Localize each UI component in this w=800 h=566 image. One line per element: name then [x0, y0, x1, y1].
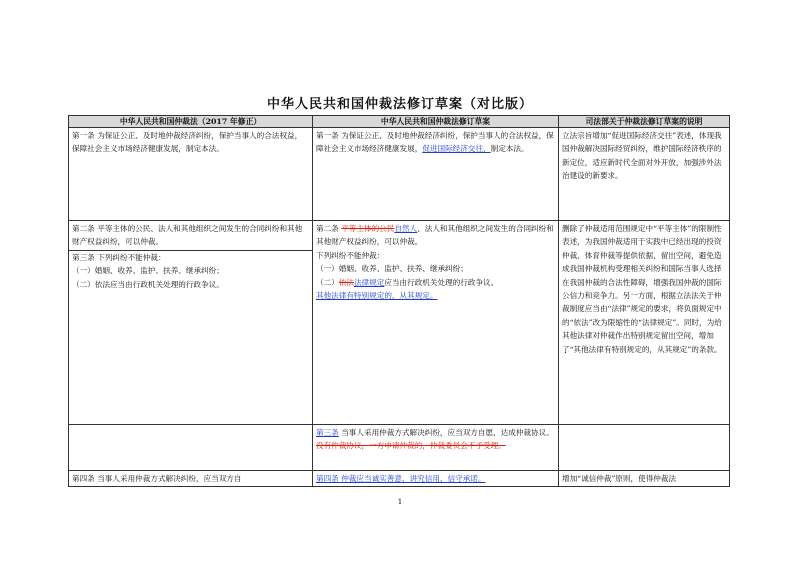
table-row — [69, 128, 730, 221]
cell-explanation: 删除了仲裁适用范围规定中“平等主体”的限制性表述，为我国仲裁适用于实践中已经出现的投资仲裁、体育仲裁等提供依据，留出空间，避免造成我国仲裁机构受理相关纠纷和国际当事人选择在我国仲裁的合法性障碍，增强我国仲裁的国际公信力和竞争力。另一方面，根据立法法关于仲裁制度应当由“法律”规定的要求，将负面规定中的“依法”改为限缩性的“法律规定”。同时，为给其他法律对仲裁作出特别规定留出空间，增加了“其他法律有特别规定的，从其规定”的条款。 — [559, 221, 730, 425]
column-header-explanation: 司法部关于仲裁法修订草案的说明 — [559, 116, 730, 128]
cell-draft: 第一条 为保证公正、及时地仲裁经济纠纷，保护当事人的合法权益，保障社会主义市场经济健康发展，促进国际经济交往，制定本法。 — [313, 128, 559, 221]
cell-2017-law: 第二条 平等主体的公民、法人和其他组织之间发生的合同纠纷和其他财产权益纠纷，可以仲裁。 第三条 下列纠纷不能仲裁： （一）婚姻、收养、监护、扶养、继承纠纷； （二）依法应当由行政机关处理的行政争议。 — [69, 221, 313, 425]
table-row — [69, 471, 730, 487]
document-title: 中华人民共和国仲裁法修订草案（对比版） — [266, 97, 533, 112]
cell-draft: 第二条 平等主体的公民自然人、法人和其他组织之间发生的合同纠纷和其他财产权益纠纷，可以仲裁。 下列纠纷不能仲裁： （一）婚姻、收养、监护、扶养、继承纠纷； （二）依法法律规定应当由行政机关处理的行政争议。 其他法律有特别规定的，从其规定。 — [313, 221, 559, 425]
deleted-text: 平等主体的公民 — [341, 224, 395, 233]
inserted-text: 其他法律有特别规定的，从其规定。 — [316, 291, 438, 301]
inserted-text: 促进国际经济交往， — [422, 144, 491, 154]
table-row — [69, 425, 730, 471]
column-header-draft: 中华人民共和国仲裁法修订草案 — [313, 116, 559, 128]
cell-2017-law — [69, 425, 313, 471]
cell-explanation: 立法宗旨增加“促进国际经济交往”表述，体现我国仲裁解决国际经贸纠纷，维护国际经济秩序的新定位，适应新时代全面对外开放，加强涉外法治建设的新要求。 — [559, 128, 730, 221]
inserted-text: 自然人 — [394, 224, 418, 233]
inserted-text: 第四条 仲裁应当诚实善意、讲究信用、信守承诺。 — [316, 474, 486, 483]
comparison-table — [68, 115, 730, 487]
deleted-text: 依法 — [338, 277, 354, 287]
cell-2017-law: 第一条 为保证公正、及时地仲裁经济纠纷，保护当事人的合法权益，保障社会主义市场经济健康发展，制定本法。 — [69, 128, 313, 221]
inserted-text: 第三条 — [316, 428, 339, 437]
deleted-text: 没有仲裁协议，一方申请仲裁的，仲裁委员会不予受理。 — [316, 441, 506, 451]
cell-draft: 第三条 当事人采用仲裁方式解决纠纷，应当双方自愿，达成仲裁协议。没有仲裁协议，一方申请仲裁的，仲裁委员会不予受理。 — [313, 425, 559, 471]
page-number: 1 — [397, 497, 403, 506]
inserted-text: 法律规定 — [353, 277, 385, 287]
cell-draft — [313, 471, 559, 487]
table-row — [69, 221, 730, 425]
cell-2017-law: 第四条 当事人采用仲裁方式解决纠纷，应当双方自 — [69, 471, 313, 487]
table-header-row — [69, 116, 730, 128]
cell-explanation: 增加“诚信仲裁”原则，使得仲裁法 — [559, 471, 730, 487]
column-header-2017-law: 中华人民共和国仲裁法（2017 年修正） — [69, 116, 313, 128]
cell-explanation — [559, 425, 730, 471]
